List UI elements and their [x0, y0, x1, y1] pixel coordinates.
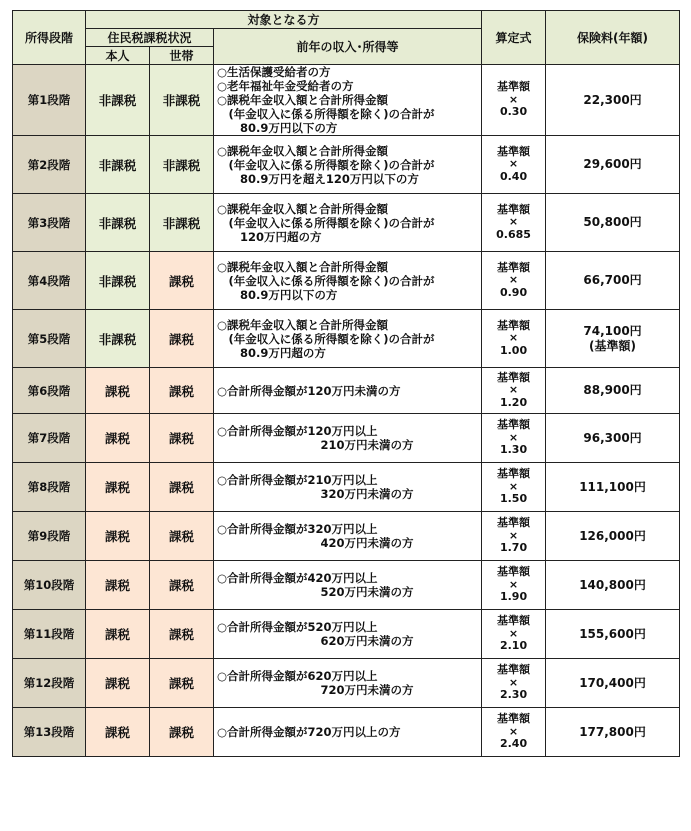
annual-fee-cell	[546, 194, 680, 252]
fee-amount: 96,300円	[583, 430, 642, 445]
formula-times: ×	[508, 479, 519, 493]
self-tax-status-cell: 課税	[86, 512, 150, 561]
fee-amount: 74,100円	[583, 323, 642, 338]
formula-rate: 1.30	[499, 443, 528, 457]
income-description-cell	[214, 659, 482, 708]
description-line: (年金収入に係る所得額を除く)の合計が	[217, 215, 435, 230]
formula-base: 基準額	[497, 80, 531, 94]
table-body	[13, 65, 680, 757]
self-tax-status-cell: 課税	[86, 414, 150, 463]
formula-rate: 0.685	[496, 227, 531, 241]
description-line: 620万円未満の方	[217, 634, 414, 648]
formula-times: ×	[508, 157, 519, 171]
formula-base: 基準額	[497, 565, 531, 579]
fee-amount: 66,700円	[583, 273, 642, 287]
description-line: ○合計所得金額が120万円未満の方	[217, 383, 401, 398]
formula-rate: 1.90	[499, 590, 528, 604]
annual-fee-cell	[546, 252, 680, 310]
self-tax-status-cell: 非課税	[86, 136, 150, 194]
table-row	[13, 512, 680, 561]
household-tax-status-cell: 課税	[150, 252, 214, 310]
formula-base: 基準額	[497, 144, 531, 158]
formula-times: ×	[508, 675, 519, 689]
household-tax-status-cell: 課税	[150, 310, 214, 368]
formula-cell	[482, 659, 546, 708]
table-row	[13, 194, 680, 252]
fee-amount: 88,900円	[583, 383, 642, 397]
description-line: (年金収入に係る所得額を除く)の合計が	[217, 107, 435, 121]
self-tax-status-cell: 非課税	[86, 65, 150, 136]
formula-times: ×	[508, 626, 519, 640]
stage-cell: 第3段階	[13, 194, 86, 252]
formula-rate: 2.10	[499, 639, 528, 653]
stage-cell: 第8段階	[13, 463, 86, 512]
household-tax-status-cell: 課税	[150, 708, 214, 757]
formula-rate: 1.00	[499, 343, 528, 357]
annual-fee-cell	[546, 708, 680, 757]
formula-cell	[482, 463, 546, 512]
description-line: 80.9万円以下の方	[217, 287, 338, 302]
income-description-cell	[214, 610, 482, 659]
stage-cell: 第10段階	[13, 561, 86, 610]
fee-amount: 140,800円	[579, 577, 646, 592]
stage-cell: 第11段階	[13, 610, 86, 659]
table-row	[13, 708, 680, 757]
description-line: 420万円未満の方	[217, 536, 414, 550]
formula-base: 基準額	[497, 614, 531, 628]
description-line: (年金収入に係る所得額を除く)の合計が	[217, 273, 435, 288]
formula-cell	[482, 512, 546, 561]
formula-rate: 2.40	[499, 737, 528, 751]
formula-times: ×	[508, 215, 519, 229]
self-tax-status-cell: 課税	[86, 368, 150, 414]
formula-rate: 2.30	[499, 688, 528, 702]
description-line: ○生活保護受給者の方	[217, 65, 331, 79]
description-line: 80.9万円を超え120万円以下の方	[217, 171, 419, 186]
table-row	[13, 252, 680, 310]
table-row	[13, 463, 680, 512]
description-line: ○合計所得金額が720万円以上の方	[217, 725, 401, 739]
description-line: ○合計所得金額が120万円以上	[217, 424, 378, 438]
household-tax-status-cell: 課税	[150, 561, 214, 610]
table-row	[13, 561, 680, 610]
stage-cell: 第2段階	[13, 136, 86, 194]
formula-base: 基準額	[497, 516, 531, 530]
fee-amount: 177,800円	[579, 724, 646, 739]
formula-times: ×	[508, 577, 519, 591]
fee-amount: 126,000円	[579, 528, 646, 543]
formula-cell	[482, 414, 546, 463]
self-tax-status-cell: 課税	[86, 463, 150, 512]
formula-base: 基準額	[497, 712, 531, 726]
income-description-cell	[214, 194, 482, 252]
header-tax-status: 住民税課税状況	[86, 29, 214, 47]
table-row	[13, 136, 680, 194]
formula-base: 基準額	[497, 260, 531, 274]
annual-fee-cell	[546, 659, 680, 708]
header-income: 前年の収入･所得等	[214, 29, 482, 65]
income-description-cell	[214, 512, 482, 561]
table-row	[13, 659, 680, 708]
income-description-cell	[214, 136, 482, 194]
description-line: ○課税年金収入額と合計所得金額	[217, 201, 389, 216]
formula-times: ×	[508, 528, 519, 542]
description-line: (年金収入に係る所得額を除く)の合計が	[217, 331, 435, 346]
annual-fee-cell	[546, 310, 680, 368]
formula-rate: 0.90	[499, 285, 528, 299]
stage-cell: 第7段階	[13, 414, 86, 463]
income-description-cell	[214, 368, 482, 414]
formula-cell	[482, 194, 546, 252]
header-self: 本人	[86, 47, 150, 65]
self-tax-status-cell: 課税	[86, 659, 150, 708]
fee-amount: 50,800円	[583, 215, 642, 229]
description-line: 80.9万円超の方	[217, 345, 326, 360]
formula-times: ×	[508, 383, 519, 397]
description-line: ○合計所得金額が620万円以上	[217, 669, 378, 683]
self-tax-status-cell: 課税	[86, 610, 150, 659]
table-row	[13, 368, 680, 414]
self-tax-status-cell: 課税	[86, 708, 150, 757]
formula-rate: 0.40	[499, 169, 528, 183]
income-description-cell	[214, 561, 482, 610]
description-line: (年金収入に係る所得額を除く)の合計が	[217, 157, 435, 172]
formula-rate: 1.20	[499, 395, 528, 409]
header-target: 対象となる方	[86, 11, 482, 29]
annual-fee-cell	[546, 561, 680, 610]
description-line: 320万円未満の方	[217, 487, 414, 501]
household-tax-status-cell: 課税	[150, 414, 214, 463]
household-tax-status-cell: 課税	[150, 463, 214, 512]
formula-times: ×	[508, 331, 519, 345]
description-line: ○課税年金収入額と合計所得金額	[217, 259, 389, 274]
income-description-cell	[214, 65, 482, 136]
household-tax-status-cell: 課税	[150, 512, 214, 561]
description-line: ○課税年金収入額と合計所得金額	[217, 143, 389, 158]
income-description-cell	[214, 708, 482, 757]
fee-amount: 22,300円	[583, 92, 642, 107]
household-tax-status-cell: 非課税	[150, 65, 214, 136]
table-row	[13, 310, 680, 368]
description-line: 210万円未満の方	[217, 438, 414, 452]
formula-base: 基準額	[497, 202, 531, 216]
description-line: ○合計所得金額が420万円以上	[217, 571, 378, 585]
fee-amount: 155,600円	[579, 626, 646, 641]
stage-cell: 第6段階	[13, 368, 86, 414]
formula-cell	[482, 65, 546, 136]
self-tax-status-cell: 非課税	[86, 252, 150, 310]
household-tax-status-cell: 課税	[150, 368, 214, 414]
stage-cell: 第13段階	[13, 708, 86, 757]
formula-cell	[482, 310, 546, 368]
description-line: ○老年福祉年金受給者の方	[217, 79, 354, 93]
formula-times: ×	[508, 430, 519, 444]
stage-cell: 第9段階	[13, 512, 86, 561]
fee-amount: 29,600円	[583, 157, 642, 171]
fee-amount: 111,100円	[579, 479, 646, 494]
formula-rate: 1.70	[499, 541, 528, 555]
annual-fee-cell	[546, 463, 680, 512]
description-line: 80.9万円以下の方	[217, 121, 338, 135]
formula-base: 基準額	[497, 467, 531, 481]
stage-cell: 第4段階	[13, 252, 86, 310]
household-tax-status-cell: 非課税	[150, 194, 214, 252]
formula-base: 基準額	[497, 418, 531, 432]
header-household: 世帯	[150, 47, 214, 65]
annual-fee-cell	[546, 610, 680, 659]
description-line: ○合計所得金額が320万円以上	[217, 522, 378, 536]
self-tax-status-cell: 非課税	[86, 194, 150, 252]
formula-base: 基準額	[497, 370, 531, 384]
formula-base: 基準額	[497, 663, 531, 677]
annual-fee-cell	[546, 414, 680, 463]
income-description-cell	[214, 310, 482, 368]
household-tax-status-cell: 課税	[150, 659, 214, 708]
table-row	[13, 414, 680, 463]
formula-times: ×	[508, 92, 519, 106]
household-tax-status-cell: 課税	[150, 610, 214, 659]
formula-rate: 0.30	[499, 105, 528, 119]
income-description-cell	[214, 463, 482, 512]
insurance-fee-table	[12, 10, 680, 757]
formula-cell	[482, 561, 546, 610]
formula-cell	[482, 610, 546, 659]
table-row	[13, 610, 680, 659]
table-row	[13, 65, 680, 136]
fee-note: (基準額)	[589, 338, 637, 353]
household-tax-status-cell: 非課税	[150, 136, 214, 194]
stage-cell: 第12段階	[13, 659, 86, 708]
header-stage: 所得段階	[13, 11, 86, 65]
description-line: ○課税年金収入額と合計所得金額	[217, 317, 389, 332]
formula-cell	[482, 708, 546, 757]
description-line: ○合計所得金額が210万円以上	[217, 473, 378, 487]
formula-rate: 1.50	[499, 492, 528, 506]
description-line: 120万円超の方	[217, 229, 322, 244]
description-line: ○合計所得金額が520万円以上	[217, 620, 378, 634]
formula-cell	[482, 252, 546, 310]
annual-fee-cell	[546, 136, 680, 194]
formula-cell	[482, 136, 546, 194]
income-description-cell	[214, 414, 482, 463]
stage-cell: 第5段階	[13, 310, 86, 368]
annual-fee-cell	[546, 65, 680, 136]
annual-fee-cell	[546, 512, 680, 561]
self-tax-status-cell: 非課税	[86, 310, 150, 368]
formula-cell	[482, 368, 546, 414]
income-description-cell	[214, 252, 482, 310]
annual-fee-cell	[546, 368, 680, 414]
formula-times: ×	[508, 724, 519, 738]
fee-amount: 170,400円	[579, 675, 646, 690]
description-line: ○課税年金収入額と合計所得金額	[217, 93, 389, 107]
header-fee: 保険料(年額)	[546, 11, 680, 65]
header-formula: 算定式	[482, 11, 546, 65]
formula-times: ×	[508, 273, 519, 287]
self-tax-status-cell: 課税	[86, 561, 150, 610]
stage-cell: 第1段階	[13, 65, 86, 136]
description-line: 520万円未満の方	[217, 585, 414, 599]
formula-base: 基準額	[497, 318, 531, 332]
description-line: 720万円未満の方	[217, 683, 414, 697]
